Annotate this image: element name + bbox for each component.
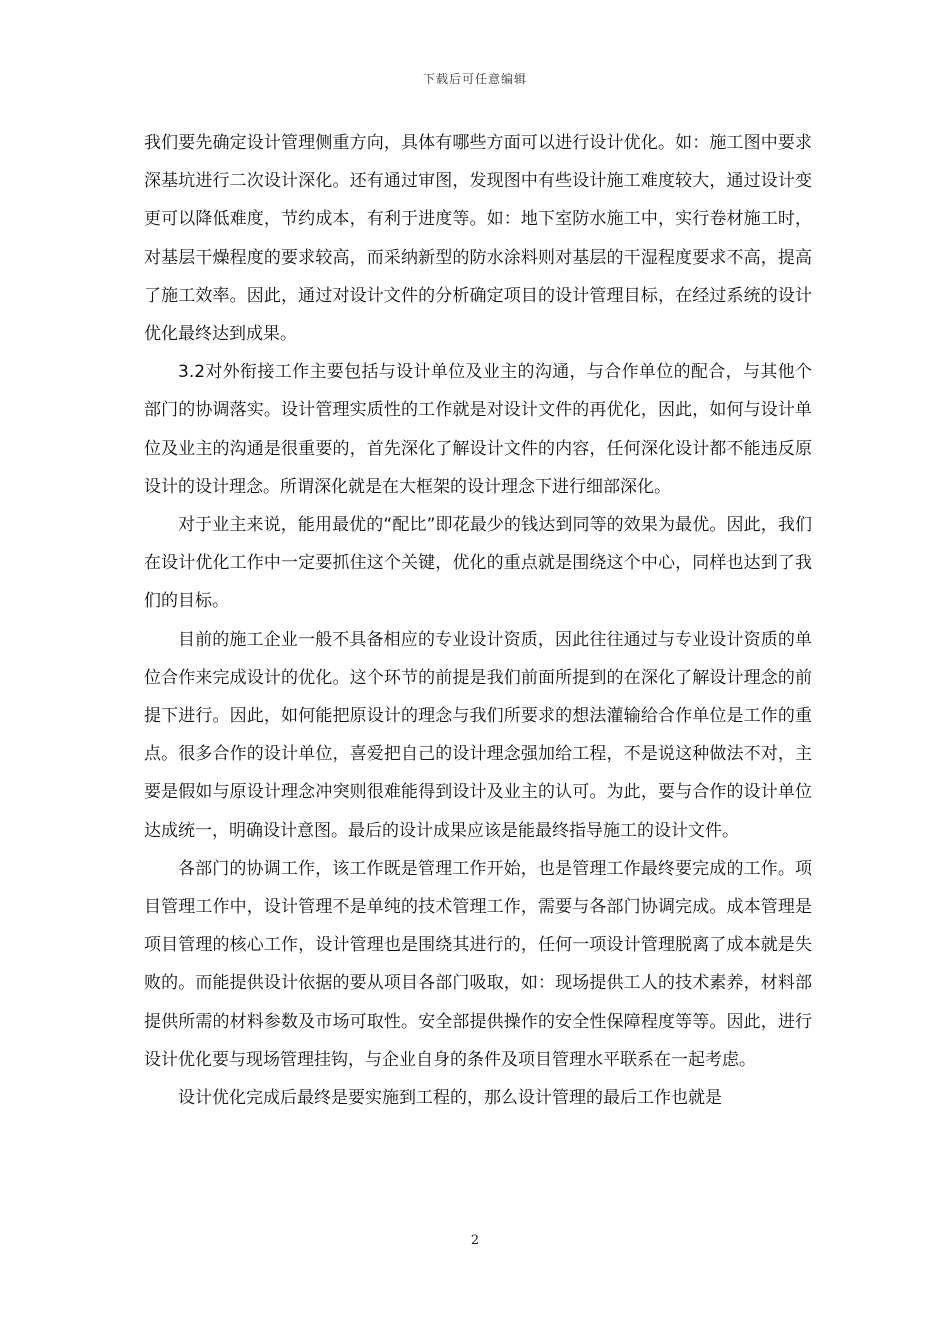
document-body xyxy=(144,124,812,1117)
page-header: 下载后可任意编辑 xyxy=(422,72,527,86)
paragraph: 各部门的协调工作，该工作既是管理工作开始，也是管理工作最终要完成的工作。项目管理工作中，设计管理不是单纯的技术管理工作，需要与各部门协调完成。成本管理是项目管理的核心工作，设计管理也是围绕其进行的，任何一项设计管理脱离了成本就是失败的。而能提供设计依据的要从项目各部门吸取，如：现场提供工人的技术素养，材料部提供所需的材料参数及市场可取性。安全部提供操作的安全性保障程度等等。因此，进行设计优化要与现场管理挂钩，与企业自身的条件及项目管理水平联系在一起考虑。 xyxy=(144,858,812,1070)
paragraph: 对于业主来说，能用最优的“配比”即花最少的钱达到同等的效果为最优。因此，我们在设计优化工作中一定要抓住这个关键，优化的重点就是围绕这个中心，同样也达到了我们的目标。 xyxy=(144,515,812,612)
paragraph: 3.2对外衔接工作主要包括与设计单位及业主的沟通，与合作单位的配合，与其他个部门的协调落实。设计管理实质性的工作就是对设计文件的再优化，因此，如何与设计单位及业主的沟通是很重要的，首先深化了解设计文件的内容，任何深化设计都不能违反原设计的设计理念。所谓深化就是在大框架的设计理念下进行细部深化。 xyxy=(144,362,812,497)
page-number: 2 xyxy=(470,1233,480,1248)
paragraph: 我们要先确定设计管理侧重方向，具体有哪些方面可以进行设计优化。如：施工图中要求深基坑进行二次设计深化。还有通过审图，发现图中有些设计施工难度较大，通过设计变更可以降低难度，节约成本，有利于进度等。如：地下室防水施工中，实行卷材施工时，对基层干燥程度的要求较高，而采纳新型的防水涂料则对基层的干湿程度要求不高，提高了施工效率。因此，通过对设计文件的分析确定项目的设计管理目标，在经过系统的设计优化最终达到成果。 xyxy=(144,133,812,345)
paragraph: 设计优化完成后最终是要实施到工程的，那么设计管理的最后工作也就是 xyxy=(178,1088,722,1109)
paragraph: 目前的施工企业一般不具备相应的专业设计资质，因此往往通过与专业设计资质的单位合作来完成设计的优化。这个环节的前提是我们前面所提到的在深化了解设计理念的前提下进行。因此，如何能把原设计的理念与我们所要求的想法灌输给合作单位是工作的重点。很多合作的设计单位，喜爱把自己的设计理念强加给工程，不是说这种做法不对，主要是假如与原设计理念冲突则很难能得到设计及业主的认可。为此，要与合作的设计单位达成统一，明确设计意图。最后的设计成果应该是能最终指导施工的设计文件。 xyxy=(144,629,812,841)
